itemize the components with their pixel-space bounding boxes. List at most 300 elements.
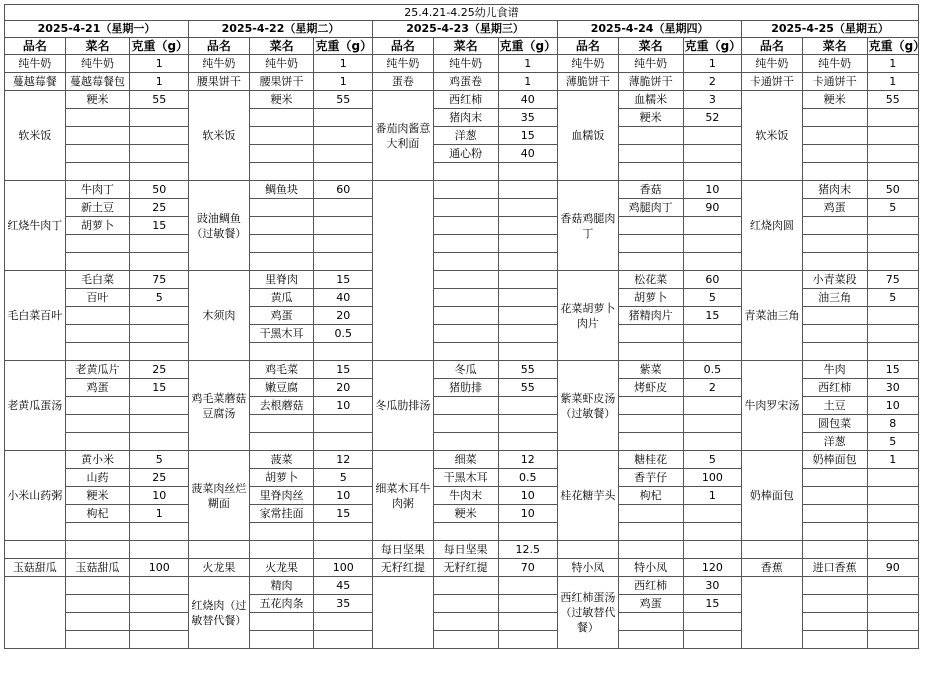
ingredient-name: 鸡蛋卷	[433, 73, 498, 91]
ingredient-name	[433, 217, 498, 235]
ingredient-weight	[498, 523, 558, 541]
ingredient-name: 粳米	[65, 487, 130, 505]
day-header: 2025-4-25（星期五）	[742, 21, 919, 38]
ingredient-name: 紫菜	[618, 361, 683, 379]
ingredient-name	[618, 523, 683, 541]
ingredient-weight	[498, 307, 558, 325]
ingredient-name: 毛白菜	[65, 271, 130, 289]
ingredient-weight	[867, 127, 918, 145]
ingredient-weight	[314, 109, 373, 127]
ingredient-weight	[130, 235, 189, 253]
ingredient-name: 洋葱	[433, 127, 498, 145]
ingredient-weight	[130, 433, 189, 451]
ingredient-weight: 15	[683, 307, 742, 325]
ingredient-name: 粳米	[65, 91, 130, 109]
ingredient-name: 干黑木耳	[249, 325, 314, 343]
ingredient-name	[249, 253, 314, 271]
ingredient-name	[249, 343, 314, 361]
ingredient-weight	[130, 577, 189, 595]
ingredient-name	[802, 325, 867, 343]
ingredient-weight	[498, 397, 558, 415]
dish-name: 特小凤	[558, 559, 619, 577]
ingredient-weight: 40	[314, 289, 373, 307]
ingredient-weight: 12	[314, 451, 373, 469]
ingredient-name	[433, 271, 498, 289]
col-header-dish: 品名	[5, 38, 66, 55]
ingredient-weight: 55	[498, 379, 558, 397]
ingredient-name	[249, 613, 314, 631]
ingredient-weight: 90	[683, 199, 742, 217]
ingredient-name	[802, 163, 867, 181]
ingredient-weight: 1	[314, 55, 373, 73]
ingredient-weight: 40	[498, 145, 558, 163]
ingredient-weight	[130, 145, 189, 163]
ingredient-weight: 0.5	[683, 361, 742, 379]
ingredient-name: 干黑木耳	[433, 469, 498, 487]
dish-name: 青菜油三角	[742, 271, 803, 361]
ingredient-weight	[683, 217, 742, 235]
ingredient-weight	[867, 163, 918, 181]
dish-name: 鸡毛菜蘑菇豆腐汤	[189, 361, 250, 451]
ingredient-weight	[683, 433, 742, 451]
ingredient-name: 糖桂花	[618, 451, 683, 469]
ingredient-weight	[867, 253, 918, 271]
ingredient-name	[802, 217, 867, 235]
ingredient-name	[433, 199, 498, 217]
ingredient-weight: 1	[867, 55, 918, 73]
ingredient-name: 猪精肉片	[618, 307, 683, 325]
ingredient-name	[802, 469, 867, 487]
ingredient-name	[249, 235, 314, 253]
ingredient-weight	[683, 631, 742, 649]
ingredient-weight: 52	[683, 109, 742, 127]
ingredient-name	[65, 541, 130, 559]
ingredient-weight: 20	[314, 379, 373, 397]
ingredient-name: 鲷鱼块	[249, 181, 314, 199]
dish-name: 蛋卷	[373, 73, 434, 91]
ingredient-weight: 100	[683, 469, 742, 487]
ingredient-name: 鸡蛋	[65, 379, 130, 397]
ingredient-name	[618, 415, 683, 433]
ingredient-name: 奶棒面包	[802, 451, 867, 469]
ingredient-weight	[130, 397, 189, 415]
ingredient-weight	[130, 307, 189, 325]
ingredient-name	[65, 577, 130, 595]
ingredient-name	[65, 127, 130, 145]
ingredient-weight	[867, 325, 918, 343]
ingredient-weight	[130, 109, 189, 127]
dish-name: 纯牛奶	[742, 55, 803, 73]
ingredient-name	[618, 253, 683, 271]
ingredient-weight: 10	[867, 397, 918, 415]
ingredient-name	[65, 253, 130, 271]
col-header-weight: 克重（g）	[499, 39, 557, 53]
ingredient-name	[433, 631, 498, 649]
page-title: 25.4.21-4.25幼儿食谱	[5, 5, 919, 21]
dish-name: 细菜木耳牛肉粥	[373, 451, 434, 541]
ingredient-weight: 25	[130, 469, 189, 487]
ingredient-name	[433, 415, 498, 433]
ingredient-weight: 5	[130, 289, 189, 307]
ingredient-name	[802, 109, 867, 127]
ingredient-name: 纯牛奶	[65, 55, 130, 73]
ingredient-name: 枸杞	[65, 505, 130, 523]
ingredient-weight: 15	[314, 271, 373, 289]
day-header: 2025-4-23（星期三）	[373, 21, 558, 38]
dish-name	[373, 577, 434, 649]
ingredient-name: 老黄瓜片	[65, 361, 130, 379]
ingredient-weight: 25	[130, 199, 189, 217]
ingredient-name	[618, 217, 683, 235]
ingredient-name	[802, 253, 867, 271]
ingredient-weight	[314, 541, 373, 559]
ingredient-weight: 55	[867, 91, 918, 109]
ingredient-name	[618, 541, 683, 559]
ingredient-weight	[314, 127, 373, 145]
ingredient-name: 每日坚果	[433, 541, 498, 559]
dish-name: 蔓越莓餐	[5, 73, 66, 91]
ingredient-name	[65, 397, 130, 415]
ingredient-weight	[683, 145, 742, 163]
ingredient-name: 无籽红提	[433, 559, 498, 577]
ingredient-weight	[867, 145, 918, 163]
ingredient-name	[433, 325, 498, 343]
dish-name: 卡通饼干	[742, 73, 803, 91]
ingredient-name	[802, 307, 867, 325]
ingredient-name: 香芋仔	[618, 469, 683, 487]
ingredient-name: 菠菜	[249, 451, 314, 469]
ingredient-weight	[130, 595, 189, 613]
ingredient-name: 粳米	[618, 109, 683, 127]
ingredient-weight	[867, 235, 918, 253]
ingredient-name: 薄脆饼干	[618, 73, 683, 91]
dish-name: 血糯饭	[558, 91, 619, 181]
dish-name: 玉菇甜瓜	[5, 559, 66, 577]
ingredient-weight	[683, 505, 742, 523]
ingredient-weight: 10	[683, 181, 742, 199]
ingredient-name: 猪肉末	[802, 181, 867, 199]
ingredient-weight	[867, 595, 918, 613]
ingredient-name: 纯牛奶	[249, 55, 314, 73]
ingredient-weight	[683, 163, 742, 181]
ingredient-weight: 15	[498, 127, 558, 145]
dish-name: 西红柿蛋汤（过敏替代餐）	[558, 577, 619, 649]
dish-name	[742, 577, 803, 649]
ingredient-name	[65, 415, 130, 433]
ingredient-weight	[867, 631, 918, 649]
ingredient-weight	[498, 235, 558, 253]
ingredient-weight: 10	[130, 487, 189, 505]
ingredient-name: 土豆	[802, 397, 867, 415]
ingredient-weight	[314, 343, 373, 361]
ingredient-weight	[130, 415, 189, 433]
ingredient-weight: 1	[867, 451, 918, 469]
ingredient-weight: 0.5	[498, 469, 558, 487]
ingredient-name: 进口香蕉	[802, 559, 867, 577]
ingredient-weight	[683, 415, 742, 433]
ingredient-name: 纯牛奶	[433, 55, 498, 73]
ingredient-weight	[867, 469, 918, 487]
ingredient-weight: 15	[683, 595, 742, 613]
ingredient-name: 粳米	[802, 91, 867, 109]
ingredient-weight	[314, 523, 373, 541]
dish-name: 花菜胡萝卜肉片	[558, 271, 619, 361]
ingredient-weight	[683, 253, 742, 271]
ingredient-name	[65, 631, 130, 649]
dish-name: 纯牛奶	[5, 55, 66, 73]
ingredient-weight: 5	[683, 289, 742, 307]
col-header-dish: 品名	[742, 38, 803, 55]
ingredient-weight	[867, 577, 918, 595]
ingredient-weight: 5	[130, 451, 189, 469]
ingredient-name	[65, 109, 130, 127]
ingredient-weight: 8	[867, 415, 918, 433]
ingredient-weight: 1	[130, 73, 189, 91]
ingredient-weight	[314, 217, 373, 235]
ingredient-weight	[130, 613, 189, 631]
ingredient-weight: 15	[130, 217, 189, 235]
ingredient-weight	[130, 343, 189, 361]
dish-name: 火龙果	[189, 559, 250, 577]
ingredient-weight: 15	[314, 505, 373, 523]
ingredient-name: 油三角	[802, 289, 867, 307]
ingredient-weight	[130, 631, 189, 649]
ingredient-weight	[314, 433, 373, 451]
ingredient-weight: 5	[867, 199, 918, 217]
ingredient-name	[65, 523, 130, 541]
dish-name: 软米饭	[5, 91, 66, 181]
ingredient-weight	[130, 163, 189, 181]
col-header-weight: 克重（g）	[315, 39, 373, 53]
ingredient-name: 鸡蛋	[618, 595, 683, 613]
ingredient-weight: 75	[130, 271, 189, 289]
ingredient-name	[433, 253, 498, 271]
day-header: 2025-4-21（星期一）	[5, 21, 189, 38]
dish-name: 纯牛奶	[558, 55, 619, 73]
dish-name	[558, 541, 619, 559]
ingredient-name	[618, 433, 683, 451]
ingredient-name: 里脊肉	[249, 271, 314, 289]
ingredient-weight: 12	[498, 451, 558, 469]
ingredient-name: 猪肋排	[433, 379, 498, 397]
ingredient-name	[433, 577, 498, 595]
ingredient-weight: 55	[130, 91, 189, 109]
ingredient-name	[249, 631, 314, 649]
ingredient-name: 冬瓜	[433, 361, 498, 379]
col-header-ingredient: 菜名	[65, 38, 130, 55]
ingredient-weight: 50	[130, 181, 189, 199]
ingredient-weight	[314, 235, 373, 253]
ingredient-weight: 75	[867, 271, 918, 289]
ingredient-name: 西红柿	[433, 91, 498, 109]
ingredient-name: 小青菜段	[802, 271, 867, 289]
ingredient-name	[802, 505, 867, 523]
ingredient-name: 粳米	[433, 505, 498, 523]
ingredient-name: 鸡蛋	[802, 199, 867, 217]
dish-name: 红烧牛肉丁	[5, 181, 66, 271]
ingredient-weight	[867, 217, 918, 235]
day-header: 2025-4-22（星期二）	[189, 21, 373, 38]
ingredient-name: 黄瓜	[249, 289, 314, 307]
col-header-dish: 品名	[189, 38, 250, 55]
ingredient-name	[433, 595, 498, 613]
ingredient-name	[802, 541, 867, 559]
ingredient-weight	[130, 325, 189, 343]
dish-name	[742, 541, 803, 559]
ingredient-name	[618, 325, 683, 343]
ingredient-weight: 100	[130, 559, 189, 577]
ingredient-name	[802, 127, 867, 145]
ingredient-name	[802, 613, 867, 631]
ingredient-name: 西红柿	[618, 577, 683, 595]
ingredient-name	[618, 343, 683, 361]
ingredient-name	[433, 613, 498, 631]
ingredient-name	[249, 541, 314, 559]
ingredient-name: 山药	[65, 469, 130, 487]
ingredient-name	[65, 613, 130, 631]
ingredient-name	[249, 163, 314, 181]
ingredient-name	[249, 433, 314, 451]
ingredient-name: 里脊肉丝	[249, 487, 314, 505]
col-header-dish: 品名	[373, 38, 434, 55]
dish-name: 奶棒面包	[742, 451, 803, 541]
ingredient-name: 洋葱	[802, 433, 867, 451]
ingredient-weight	[683, 397, 742, 415]
ingredient-name: 鸡蛋	[249, 307, 314, 325]
dish-name	[373, 181, 434, 361]
ingredient-name	[65, 307, 130, 325]
ingredient-name	[618, 127, 683, 145]
ingredient-name: 火龙果	[249, 559, 314, 577]
ingredient-name: 卡通饼干	[802, 73, 867, 91]
dish-name: 香蕉	[742, 559, 803, 577]
ingredient-weight	[498, 199, 558, 217]
ingredient-name	[249, 109, 314, 127]
ingredient-weight: 5	[867, 289, 918, 307]
ingredient-name: 胡萝卜	[249, 469, 314, 487]
ingredient-name	[65, 163, 130, 181]
ingredient-weight: 45	[314, 577, 373, 595]
ingredient-name: 蔓越莓餐包	[65, 73, 130, 91]
ingredient-name	[433, 289, 498, 307]
dish-name: 纯牛奶	[189, 55, 250, 73]
ingredient-weight: 40	[498, 91, 558, 109]
ingredient-weight: 55	[498, 361, 558, 379]
ingredient-weight	[683, 541, 742, 559]
day-header: 2025-4-24（星期四）	[558, 21, 742, 38]
ingredient-weight: 3	[683, 91, 742, 109]
dish-name: 毛白菜百叶	[5, 271, 66, 361]
dish-name: 每日坚果	[373, 541, 434, 559]
ingredient-name	[65, 595, 130, 613]
ingredient-name: 鸡毛菜	[249, 361, 314, 379]
ingredient-name	[433, 343, 498, 361]
ingredient-weight: 5	[867, 433, 918, 451]
ingredient-weight	[498, 289, 558, 307]
ingredient-name	[802, 487, 867, 505]
ingredient-weight: 1	[314, 73, 373, 91]
ingredient-name: 粳米	[249, 91, 314, 109]
ingredient-name: 去根蘑菇	[249, 397, 314, 415]
ingredient-weight	[314, 415, 373, 433]
dish-name: 豉油鲷鱼（过敏餐）	[189, 181, 250, 271]
ingredient-name	[65, 145, 130, 163]
ingredient-weight	[498, 433, 558, 451]
ingredient-weight: 5	[683, 451, 742, 469]
dish-name: 小米山药粥	[5, 451, 66, 541]
ingredient-name: 血糯米	[618, 91, 683, 109]
ingredient-weight	[498, 577, 558, 595]
ingredient-weight: 5	[314, 469, 373, 487]
ingredient-weight	[683, 325, 742, 343]
ingredient-name: 松花菜	[618, 271, 683, 289]
ingredient-weight	[314, 631, 373, 649]
ingredient-name	[802, 523, 867, 541]
ingredient-name: 烤虾皮	[618, 379, 683, 397]
ingredient-name	[618, 613, 683, 631]
dish-name: 红烧肉圆	[742, 181, 803, 271]
ingredient-name	[433, 397, 498, 415]
ingredient-name	[802, 577, 867, 595]
dish-name: 香菇鸡腿肉丁	[558, 181, 619, 271]
ingredient-weight	[683, 523, 742, 541]
col-header-weight: 克重（g）	[868, 39, 926, 53]
ingredient-weight: 35	[498, 109, 558, 127]
ingredient-weight: 1	[683, 55, 742, 73]
ingredient-weight	[130, 523, 189, 541]
ingredient-name	[433, 523, 498, 541]
ingredient-name	[433, 235, 498, 253]
dish-name: 无籽红提	[373, 559, 434, 577]
ingredient-name: 黄小米	[65, 451, 130, 469]
dish-name	[5, 577, 66, 649]
dish-name: 番茄肉酱意大利面	[373, 91, 434, 181]
ingredient-weight	[498, 613, 558, 631]
ingredient-weight	[314, 253, 373, 271]
col-header-ingredient: 菜名	[802, 38, 867, 55]
ingredient-weight	[130, 541, 189, 559]
ingredient-weight: 30	[867, 379, 918, 397]
ingredient-name: 百叶	[65, 289, 130, 307]
ingredient-weight: 1	[498, 55, 558, 73]
ingredient-weight	[314, 145, 373, 163]
ingredient-name	[249, 145, 314, 163]
ingredient-weight: 60	[314, 181, 373, 199]
col-header-dish: 品名	[558, 38, 619, 55]
ingredient-name	[249, 127, 314, 145]
ingredient-name: 枸杞	[618, 487, 683, 505]
ingredient-name	[433, 433, 498, 451]
ingredient-weight	[314, 163, 373, 181]
ingredient-weight: 2	[683, 379, 742, 397]
col-header-ingredient: 菜名	[618, 38, 683, 55]
col-header-weight: 克重（g）	[684, 39, 742, 53]
dish-name	[5, 541, 66, 559]
dish-name: 软米饭	[189, 91, 250, 181]
ingredient-weight	[498, 271, 558, 289]
ingredient-weight: 2	[683, 73, 742, 91]
ingredient-weight: 10	[314, 487, 373, 505]
ingredient-weight	[867, 505, 918, 523]
dish-name: 牛肉罗宋汤	[742, 361, 803, 451]
ingredient-weight: 1	[498, 73, 558, 91]
dish-name: 冬瓜肋排汤	[373, 361, 434, 451]
ingredient-weight: 1	[130, 505, 189, 523]
dish-name: 纯牛奶	[373, 55, 434, 73]
ingredient-weight	[498, 181, 558, 199]
dish-name: 菠菜肉丝烂糊面	[189, 451, 250, 541]
ingredient-name: 细菜	[433, 451, 498, 469]
